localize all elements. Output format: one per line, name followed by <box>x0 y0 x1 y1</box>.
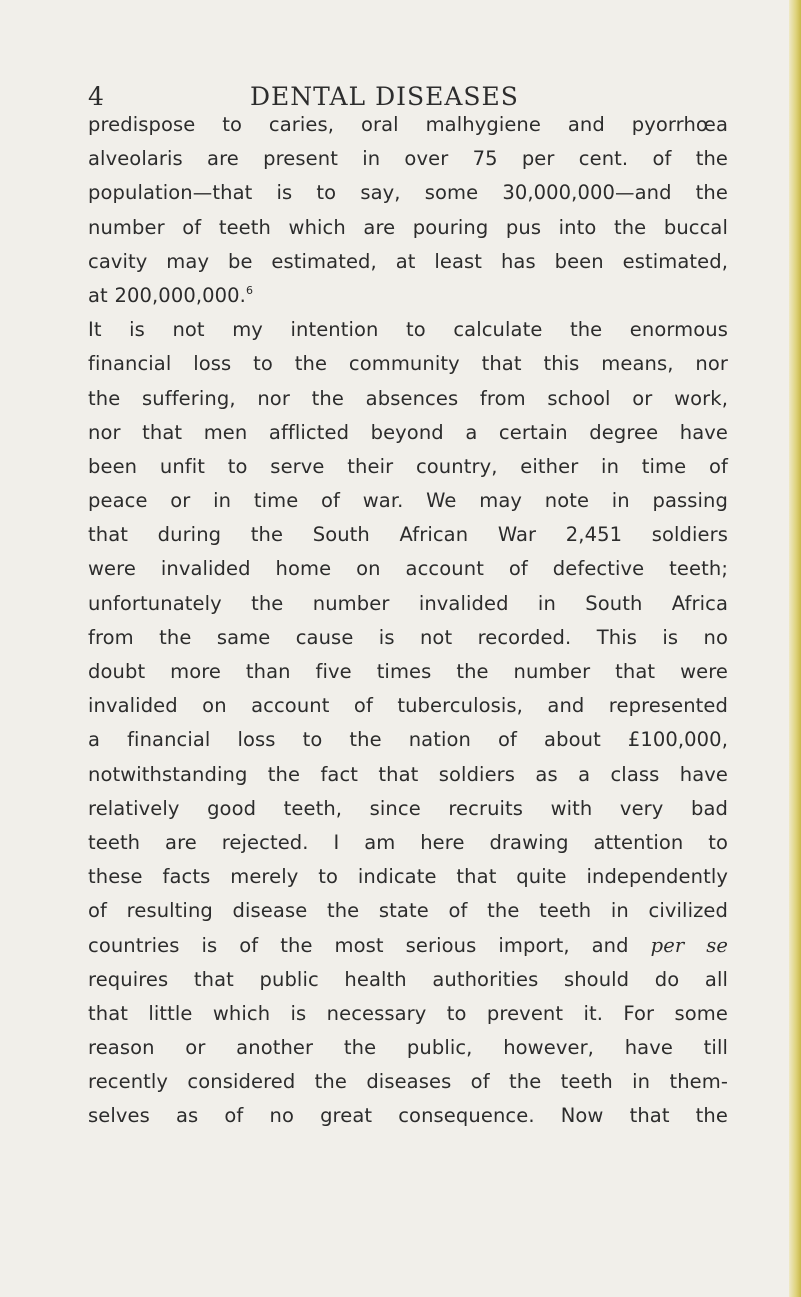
text-line: invalided on account of tuberculosis, and represented <box>88 694 728 718</box>
text-line: been unfit to serve their country, either in time of <box>88 454 728 478</box>
text-line: financial loss to the community that this means, nor <box>88 352 728 376</box>
body-text <box>88 108 728 1134</box>
text-line: requires that public health authorities should do all <box>88 967 728 991</box>
text-line: that little which is necessary to prevent it. For some <box>88 1001 728 1025</box>
text-line: recently considered the diseases of the teeth in them- <box>88 1070 728 1094</box>
text-line: predispose to caries, oral malhygiene and pyorrhœa <box>88 113 728 136</box>
text-line: unfortunately the number invalided in South Africa <box>88 591 728 615</box>
text-line-with-italic <box>88 929 728 963</box>
text-line: these facts merely to indicate that quite independently <box>88 865 728 889</box>
text-line: a financial loss to the nation of about £100,000, <box>88 728 728 752</box>
text-line: teeth are rejected. I am here drawing attention to <box>88 830 728 854</box>
text-line: selves as of no great consequence. Now that the <box>88 1104 728 1128</box>
running-head: DENTAL DISEASES <box>250 82 519 111</box>
text-line: doubt more than five times the number that were <box>88 660 728 683</box>
text-line: of resulting disease the state of the teeth in civilized <box>88 899 728 923</box>
page-number: 4 <box>88 82 105 111</box>
text-line: relatively good teeth, since recruits with very bad <box>88 796 728 820</box>
text-line-last <box>88 279 728 313</box>
text-line-content: at 200,000,000. <box>88 283 246 307</box>
text-line: from the same cause is not recorded. This is no <box>88 625 728 649</box>
text-line: nor that men afflicted beyond a certain degree have <box>88 420 728 444</box>
text-line: alveolaris are present in over 75 per cent. of the <box>88 147 728 171</box>
text-line: were invalided home on account of defective teeth; <box>88 557 728 581</box>
footnote-reference[interactable]: 6 <box>245 283 254 297</box>
text-line: peace or in time of war. We may note in passing <box>88 489 728 513</box>
text-line: cavity may be estimated, at least has been estimated, <box>88 249 728 273</box>
page-edge <box>789 0 801 1297</box>
text-line: It is not my intention to calculate the enormous <box>88 318 728 342</box>
italic-phrase: per se <box>650 933 729 957</box>
text-line-content: countries is of the most serious import, and <box>88 933 629 957</box>
text-line: number of teeth which are pouring pus into the buccal <box>88 215 728 239</box>
text-line: the suffering, nor the absences from school or work, <box>88 386 728 410</box>
text-line: that during the South African War 2,451 soldiers <box>88 523 728 547</box>
text-line: reason or another the public, however, have till <box>88 1036 728 1060</box>
text-line: population—that is to say, some 30,000,000—and the <box>88 181 728 205</box>
text-line: notwithstanding the fact that soldiers as a class have <box>88 762 728 786</box>
